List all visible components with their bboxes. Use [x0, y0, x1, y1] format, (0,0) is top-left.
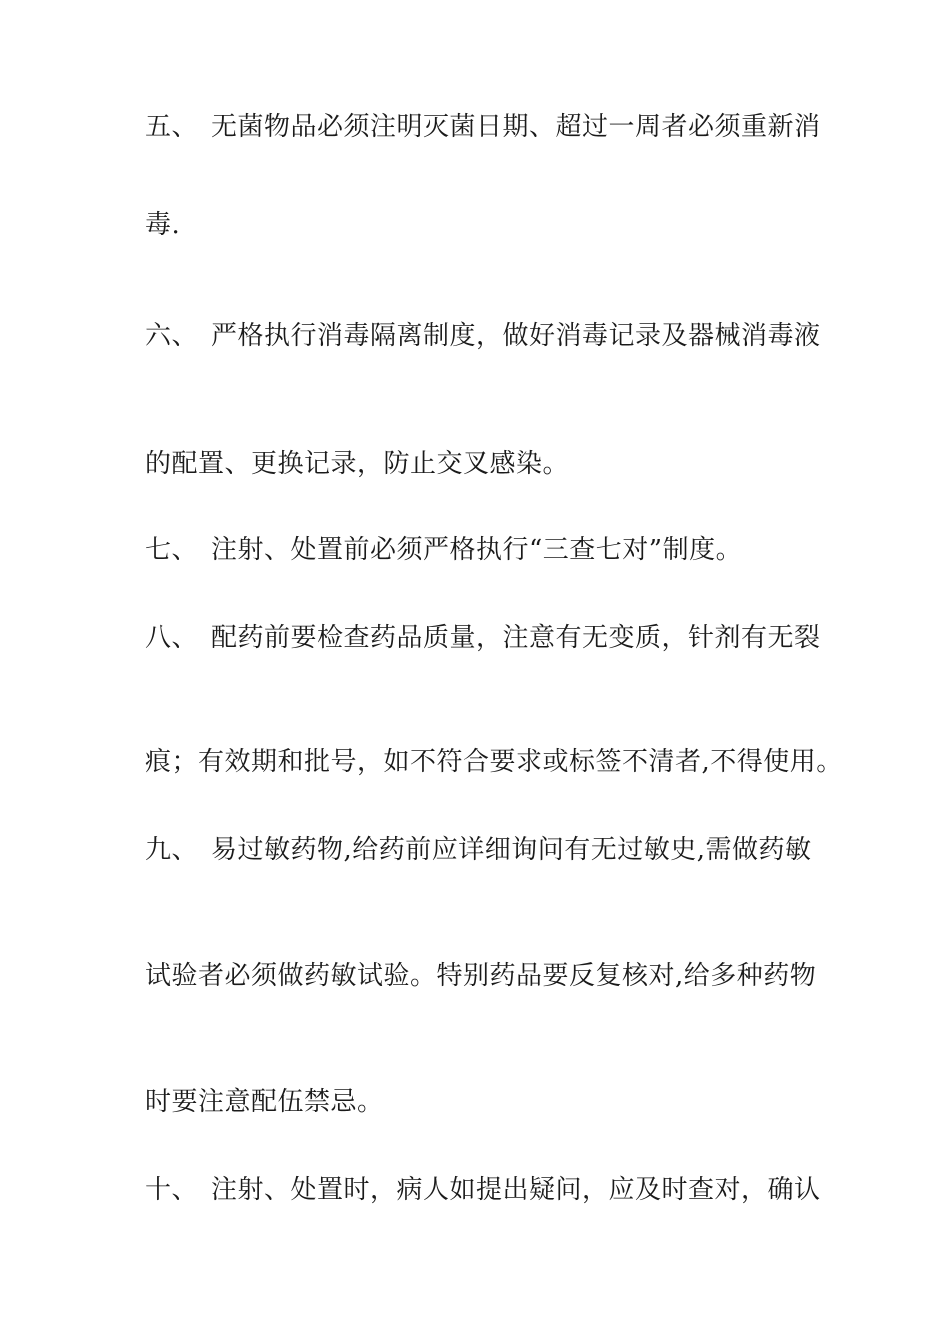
line-text: 时要注意配伍禁忌。 [145, 1087, 384, 1117]
paragraph-line [145, 833, 815, 867]
paragraph-line [145, 745, 843, 779]
item-number: 六、 [145, 321, 199, 351]
line-text: 注射、处置时，病人如提出疑问，应及时查对，确认 [211, 1175, 821, 1205]
line-text: 严格执行消毒隔离制度，做好消毒记录及器械消毒液 [211, 321, 821, 351]
line-text: 注射、处置前必须严格执行“三查七对”制度。 [211, 535, 743, 565]
paragraph-line [145, 110, 821, 144]
line-text: 试验者必须做药敏试验。特别药品要反复核对,给多种药物 [145, 961, 817, 991]
paragraph-line [145, 533, 815, 567]
item-number: 八、 [145, 623, 199, 653]
item-number: 十、 [145, 1175, 199, 1205]
paragraph-line [145, 1085, 815, 1119]
line-text: 毒. [145, 210, 181, 240]
paragraph-line [145, 621, 821, 655]
paragraph-line [145, 959, 815, 993]
line-text: 的配置、更换记录，防止交叉感染。 [145, 449, 570, 479]
item-number: 七、 [145, 535, 199, 565]
line-text: 配药前要检查药品质量，注意有无变质，针剂有无裂 [211, 623, 821, 653]
line-text: 痕；有效期和批号，如不符合要求或标签不清者,不得使用。 [145, 747, 843, 777]
paragraph-line [145, 1173, 821, 1207]
line-text: 易过敏药物,给药前应详细询问有无过敏史,需做药敏 [211, 835, 812, 865]
line-text: 无菌物品必须注明灭菌日期、超过一周者必须重新消 [211, 112, 821, 142]
item-number: 五、 [145, 112, 199, 142]
paragraph-line [145, 447, 815, 481]
paragraph-line [145, 208, 815, 242]
paragraph-line [145, 319, 821, 353]
item-number: 九、 [145, 835, 199, 865]
